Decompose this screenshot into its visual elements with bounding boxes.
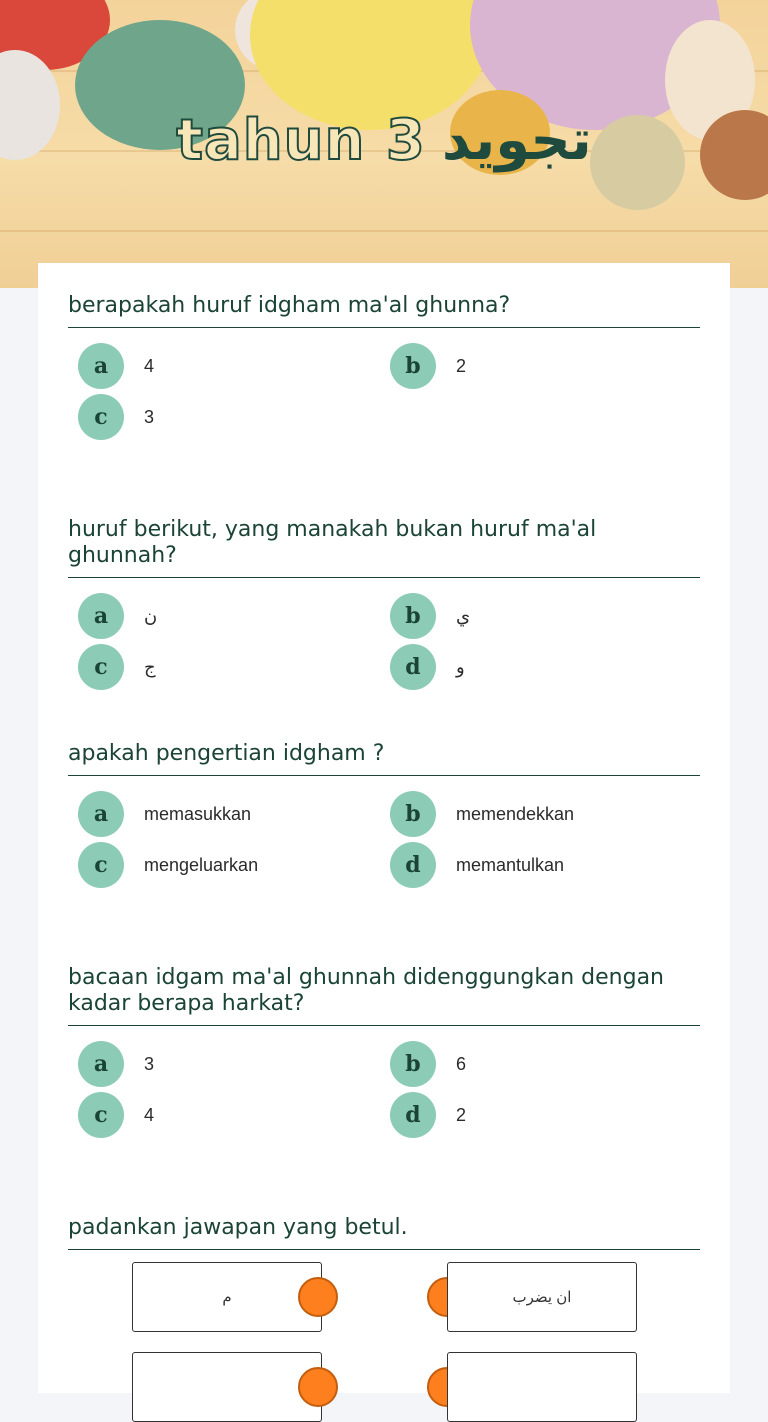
option-text: 2 (456, 355, 467, 376)
question-text: padankan jawapan yang betul. (68, 1215, 700, 1250)
question-2 (68, 517, 700, 680)
title-arabic: تجويد (441, 108, 592, 173)
option-text: memantulkan (456, 854, 565, 875)
option-text: 3 (144, 406, 155, 427)
option-text: و (456, 656, 465, 677)
option-letter-badge: a (78, 791, 124, 837)
question-text: apakah pengertian idgham ? (68, 741, 700, 776)
question-text: bacaan idgam ma'al ghunnah didenggungkan dengan kadar berapa harkat? (68, 965, 700, 1026)
quiz-card (38, 263, 730, 1393)
question-1 (68, 293, 700, 430)
option-b[interactable] (390, 1041, 466, 1087)
option-text: 4 (144, 355, 155, 376)
option-a[interactable] (78, 343, 154, 389)
option-b[interactable] (390, 343, 466, 389)
option-d[interactable] (390, 644, 465, 690)
option-letter-badge: b (390, 593, 436, 639)
option-text: 4 (144, 1104, 155, 1125)
option-letter-badge: b (390, 791, 436, 837)
option-text: mengeluarkan (144, 854, 259, 875)
question-4 (68, 965, 700, 1128)
question-text: huruf berikut, yang manakah bukan huruf ma'al ghunnah? (68, 517, 700, 578)
question-5-matching (68, 1215, 700, 1250)
header-banner (0, 0, 768, 288)
option-letter-badge: d (390, 644, 436, 690)
match-connector-dot[interactable] (298, 1277, 338, 1317)
option-c[interactable] (78, 842, 258, 888)
option-b[interactable] (390, 791, 574, 837)
option-a[interactable] (78, 791, 251, 837)
option-letter-badge: b (390, 1041, 436, 1087)
match-right-item[interactable] (447, 1262, 637, 1332)
option-text: ي (456, 605, 471, 626)
option-letter-badge: a (78, 1041, 124, 1087)
title-latin: tahun 3 (176, 108, 426, 173)
question-3 (68, 741, 700, 878)
match-left-item[interactable] (132, 1352, 322, 1422)
option-d[interactable] (390, 842, 564, 888)
option-letter-badge: c (78, 1092, 124, 1138)
option-c[interactable] (78, 394, 154, 440)
match-connector-dot[interactable] (298, 1367, 338, 1407)
option-c[interactable] (78, 1092, 154, 1138)
option-letter-badge: b (390, 343, 436, 389)
option-letter-badge: c (78, 394, 124, 440)
option-text: 2 (456, 1104, 467, 1125)
option-text: ن (144, 605, 158, 626)
match-left-item[interactable] (132, 1262, 322, 1332)
option-letter-badge: a (78, 343, 124, 389)
match-item-text: م (222, 1289, 232, 1306)
match-item-text: ان يضرب (512, 1289, 572, 1306)
option-text: ج (144, 656, 156, 677)
option-text: memasukkan (144, 803, 252, 824)
option-text: memendekkan (456, 803, 575, 824)
option-d[interactable] (390, 1092, 466, 1138)
option-letter-badge: d (390, 842, 436, 888)
question-text: berapakah huruf idgham ma'al ghunna? (68, 293, 700, 328)
option-text: 3 (144, 1053, 155, 1074)
option-letter-badge: c (78, 842, 124, 888)
option-text: 6 (456, 1053, 467, 1074)
option-letter-badge: d (390, 1092, 436, 1138)
option-letter-badge: c (78, 644, 124, 690)
option-b[interactable] (390, 593, 470, 639)
option-a[interactable] (78, 1041, 154, 1087)
option-letter-badge: a (78, 593, 124, 639)
match-right-item[interactable] (447, 1352, 637, 1422)
option-c[interactable] (78, 644, 156, 690)
option-a[interactable] (78, 593, 157, 639)
page-title (0, 108, 768, 173)
